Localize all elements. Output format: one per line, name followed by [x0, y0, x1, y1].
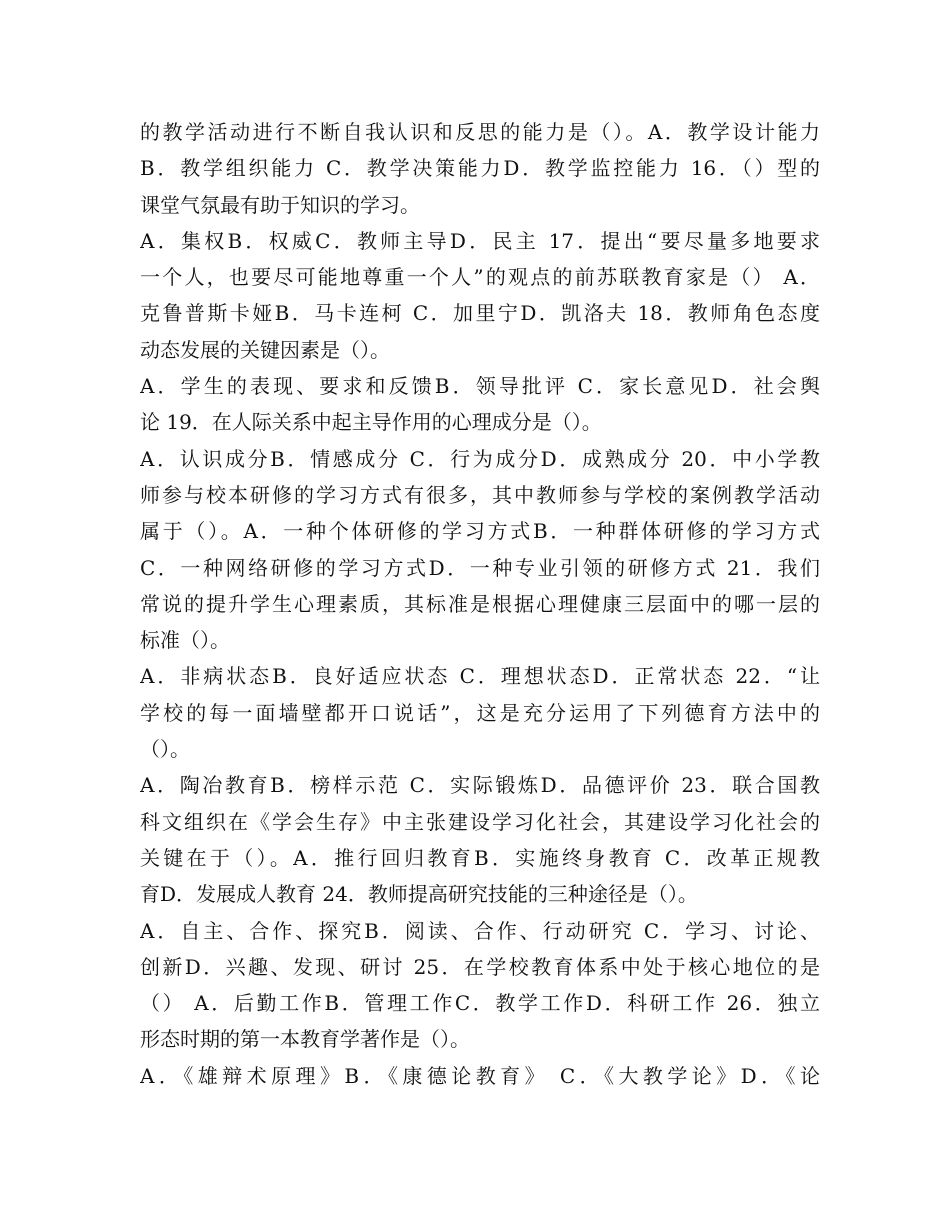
- text-line: 师参与校本研修的学习方式有很多，其中教师参与学校的案例教学活动: [140, 482, 820, 507]
- text-line: 属于（）。A．一种个体研修的学习方式B．一种群体研修的学习方式: [140, 519, 820, 544]
- text-line: 常说的提升学生心理素质，其标准是根据心理健康三层面中的哪一层的: [140, 591, 820, 616]
- text-line: 论 19．在人际关系中起主导作用的心理成分是（）。: [140, 410, 602, 435]
- text-line: 克鲁普斯卡娅B．马卡连柯 C．加里宁D．凯洛夫 18．教师角色态度: [140, 301, 820, 326]
- text-line: A．认识成分B．情感成分 C．行为成分D．成熟成分 20．中小学教: [140, 446, 820, 471]
- text-line: A．自主、合作、探究B．阅读、合作、行动研究 C．学习、讨论、: [140, 918, 820, 943]
- text-line: （） A．后勤工作B．管理工作C．教学工作D．科研工作 26．独立: [140, 991, 820, 1016]
- text-line: A．学生的表现、要求和反馈B．领导批评 C．家长意见D．社会舆: [140, 374, 820, 399]
- text-line: 标准（）。: [140, 628, 230, 653]
- text-line: 的教学活动进行不断自我认识和反思的能力是（）。A．教学设计能力: [140, 120, 820, 144]
- text-line: B．教学组织能力 C．教学决策能力D．教学监控能力 16．（）型的: [140, 156, 820, 181]
- text-line: C．一种网络研修的学习方式D．一种专业引领的研修方式 21．我们: [140, 555, 820, 580]
- text-line: A．集权B．权威C．教师主导D．民主 17．提出“要尽量多地要求: [140, 228, 820, 253]
- text-line: A．陶冶教育B．榜样示范 C．实际锻炼D．品德评价 23．联合国教: [140, 773, 820, 798]
- text-line: （）。: [140, 737, 190, 762]
- text-line: 动态发展的关键因素是（）。: [140, 337, 390, 362]
- text-line: 形态时期的第一本教育学著作是（）。: [140, 1027, 470, 1052]
- text-line: 一个人，也要尽可能地尊重一个人”的观点的前苏联教育家是（） A．: [140, 265, 820, 290]
- text-line: A．《雄辩术原理》B．《康德论教育》 C．《大教学论》D．《论: [140, 1063, 820, 1088]
- text-line: A．非病状态B．良好适应状态 C．理想状态D．正常状态 22．“让: [140, 664, 820, 689]
- text-line: 科文组织在《学会生存》中主张建设学习化社会，其建设学习化社会的: [140, 809, 820, 834]
- document-body-text: [140, 114, 820, 1094]
- text-line: 创新D．兴趣、发现、研讨 25．在学校教育体系中处于核心地位的是: [140, 954, 820, 979]
- text-line: 关键在于（）。A．推行回归教育B．实施终身教育 C．改革正规教: [140, 845, 820, 870]
- text-line: 课堂气氛最有助于知识的学习。: [140, 192, 420, 217]
- text-line: 育D．发展成人教育 24．教师提高研究技能的三种途径是（）。: [140, 882, 698, 907]
- text-line: 学校的每一面墙壁都开口说话”，这是充分运用了下列德育方法中的: [140, 700, 820, 725]
